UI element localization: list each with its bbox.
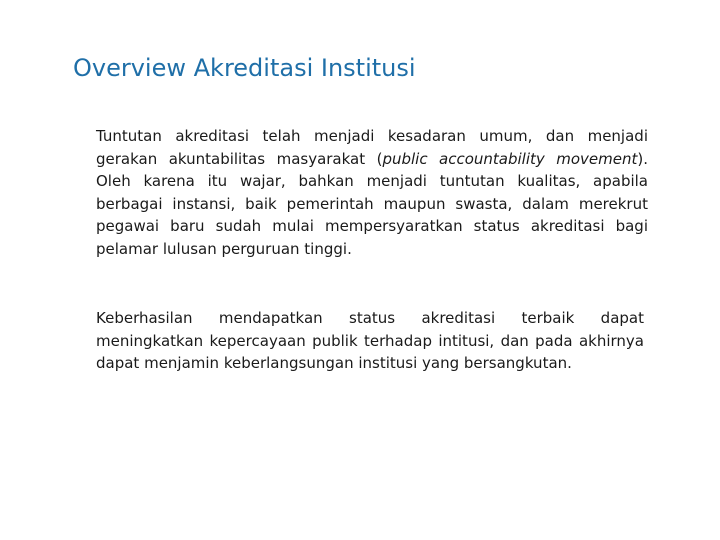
paragraph-text-after-italic: ). Oleh karena itu wajar, bahkan menjadi tuntutan kualitas, apabila berbagai instansi, baik pemerintah maupun swasta, dalam merekrut pegawai baru sudah mulai mempersyaratkan status akreditasi bagi pelamar lulusan perguruan tinggi. <box>96 149 648 258</box>
paragraph-text-before-italic: Tuntutan akreditasi telah menjadi kesadaran umum, dan menjadi gerakan akuntabilitas masyarakat ( <box>96 127 648 168</box>
paragraph-accreditation-benefit: Keberhasilan mendapatkan status akreditasi terbaik dapat meningkatkan kepercayaan publik terhadap intitusi, dan pada akhirnya dapat menjamin keberlangsungan institusi yang bersangkutan. <box>96 309 644 372</box>
italic-term-public-accountability: public accountability movement <box>382 149 638 168</box>
paragraph-accreditation-demand <box>96 125 648 260</box>
slide-title: Overview Akreditasi Institusi <box>73 54 416 82</box>
